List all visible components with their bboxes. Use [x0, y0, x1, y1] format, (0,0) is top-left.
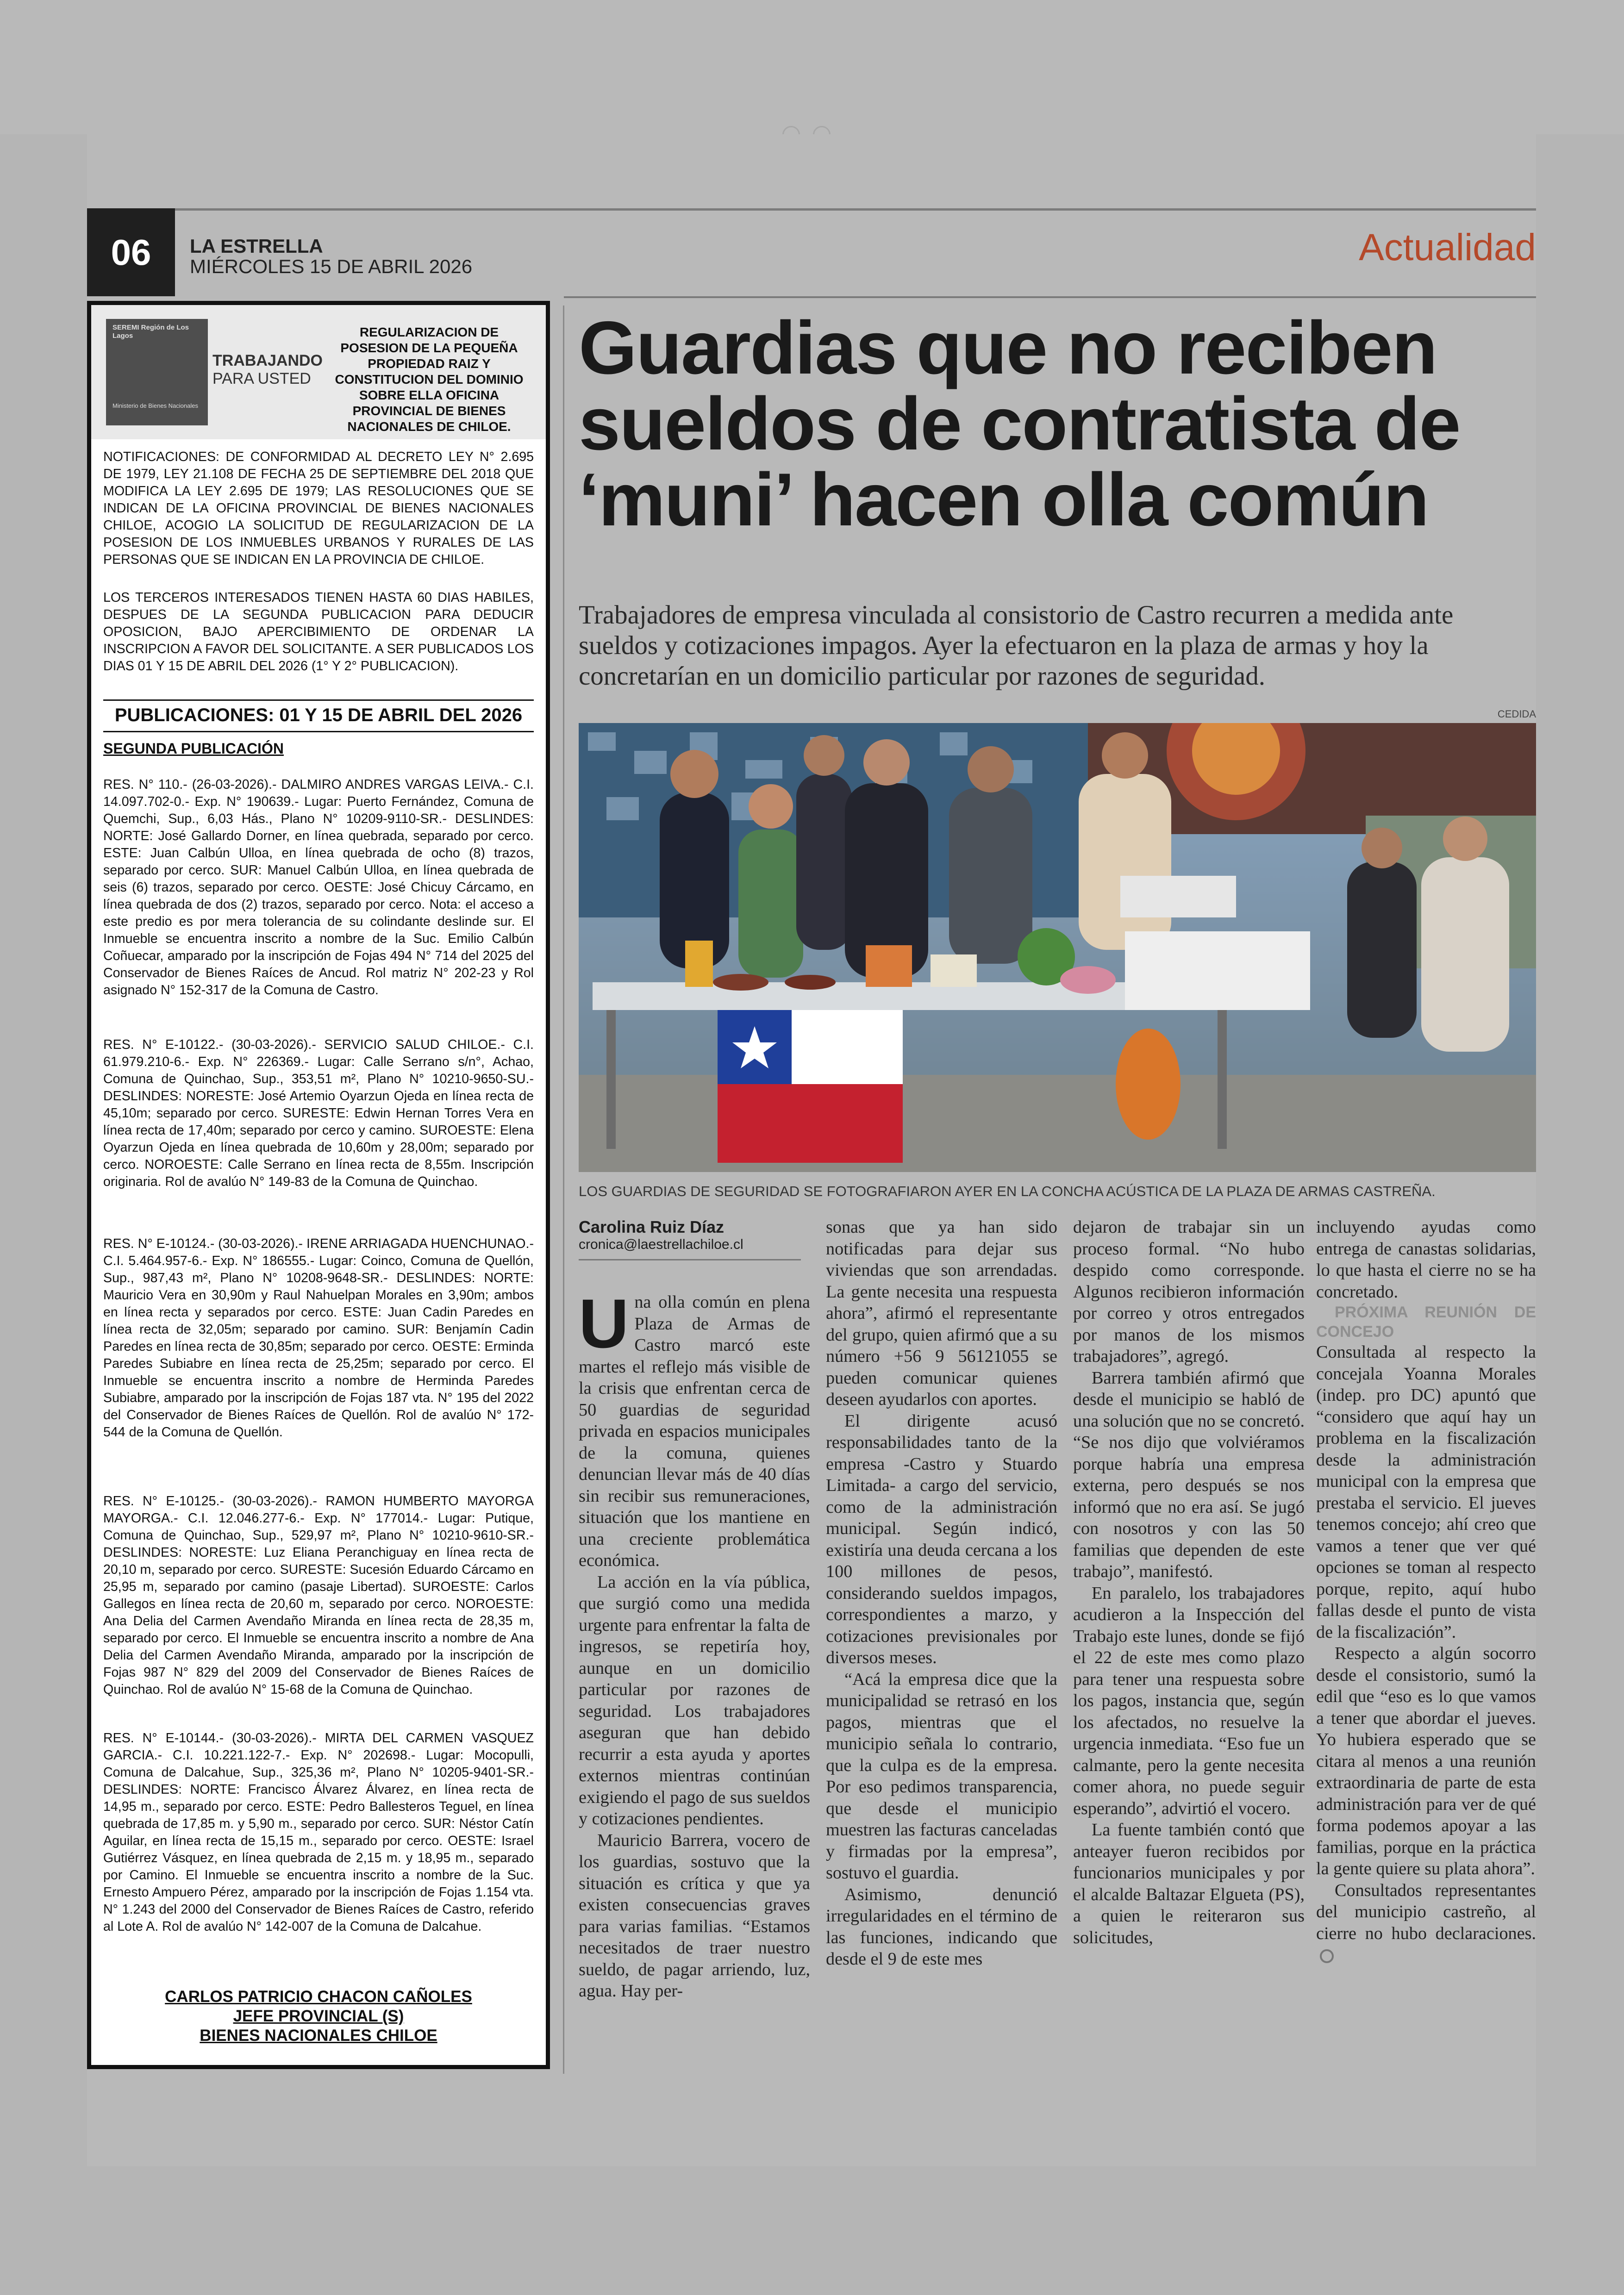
notice-header	[91, 305, 546, 439]
publications-heading: PUBLICACIONES: 01 Y 15 DE ABRIL DEL 2026	[114, 705, 523, 725]
notice-record: RES. N° E-10122.- (30-03-2026).- SERVICIO SALUD CHILOE.- C.I. 61.979.210-6.- Exp. N° 226369.- Lugar: Calle Serrano s/n°, Achao, Comuna de Quinchao, Sup., 353,51 m², Plano N° 10210-9650-SU.- DESLINDES: NORESTE: José Artemio Oyarzun Ojeda en línea recta de 45,10m; separado por cerco. SURESTE: Edwin Hernan Torres Vera en línea recta de 17,40m; separado por cerco y camino. SUROESTE: Elena Oyarzun Ojeda en línea quebrada de 10,60m y 28,00m; separado por cerco. NOROESTE: Calle Serrano en línea recta de 8,55m. Inscripción originaria. Rol de avalúo N° 149-83 de la Comuna de Quinchao.	[103, 1037, 534, 1189]
segunda-publicacion: SEGUNDA PUBLICACIÓN	[103, 740, 284, 757]
paragraph: sonas que ya han sido notificadas para dejar sus viviendas que son arrendadas. La gente necesita una respuesta ahora”, afirmó el representante del grupo, quien afirmó que a su número +56 9 56121055 se pueden comunicar quienes deseen ayudarlos con aportes.	[826, 1217, 1057, 1409]
signer-name: CARLOS PATRICIO CHACON CAÑOLES	[165, 1988, 472, 2006]
article-column-3	[1073, 1216, 1305, 1948]
column-divider	[563, 306, 564, 2074]
section-label: Actualidad	[1359, 226, 1536, 268]
signer-office: BIENES NACIONALES CHILOE	[200, 2027, 437, 2045]
ministry-logo	[106, 319, 208, 425]
slogan-line1: TRABAJANDO	[212, 352, 323, 369]
paragraph: Asimismo, denunció irregularidades en el término de las funciones, indicando que desde el 9 de este mes	[826, 1884, 1057, 1969]
author: Carolina Ruiz Díaz	[579, 1217, 725, 1236]
headline: Guardias que no reciben sueldos de contratista de ‘muni’ hacen olla común	[579, 306, 1460, 542]
notice-record: RES. N° 110.- (26-03-2026).- DALMIRO ANDRES VARGAS LEIVA.- C.I. 14.097.702-0.- Exp. N° 190639.- Lugar: Puerto Fernández, Comuna de Quemchi, Sup., 6,03 Hás., Plano N° 10209-9110-SR.- DESLINDES: NORTE: José Gallardo Dorner, en línea quebrada, separado por cerco. ESTE: Juan Calbún Ulloa, en línea quebrada de ocho (8) trazos, separado por cerco. SUR: Manuel Calbún Ulloa, en línea quebrada de seis (6) trazos, separado por cerco. OESTE: José Chicuy Cárcamo, en línea quebrada de dos (2) trazos, separado por cerco. Nota: el acceso a este predio es por mera tolerancia de su colindante deslinde sur. El Inmueble se encuentra inscrito a nombre de la Suc. Emilio Calbún Coñuecar, amparado por la inscripción de Fojas 494 N° 714 del 2025 del Conservador de Bienes Raíces de Ancud. Rol matriz N° 202-23 y Rol asignado N° 152-317 de la Comuna de Castro.	[103, 777, 534, 998]
paragraph-text: na olla común en plena Plaza de Armas de Castro marcó este martes el reflejo más visible de la crisis que enfrentan cerca de 50 guardias de seguridad privada en espacios municipales de la comuna, quienes denuncian llevar más de 40 días sin recibir sus remuneraciones, situación que los mantiene en una creciente problemática económica.	[579, 1292, 810, 1570]
author-email: cronica@laestrellachiloe.cl	[579, 1237, 743, 1252]
article-column-4	[1316, 1216, 1536, 1966]
paper-name: LA ESTRELLA	[190, 235, 323, 257]
issue-date: MIÉRCOLES 15 DE ABRIL 2026	[190, 256, 473, 277]
photo-illustration	[579, 723, 1536, 1172]
paragraph: La fuente también contó que anteayer fueron recibidos por funcionarios municipales y por el alcalde Baltazar Elgueta (PS), a quien le reiteraron sus solicitudes,	[1073, 1820, 1305, 1947]
paragraph-text: Consultados representantes del municipio castreño, al cierre no hubo declaraciones.	[1316, 1880, 1536, 1943]
end-mark-icon	[1320, 1949, 1334, 1963]
logo-bottom-text: Ministerio de Bienes Nacionales	[112, 402, 198, 409]
rule	[103, 731, 534, 732]
article-column-2	[826, 1216, 1057, 1970]
viewer-top-bar	[0, 0, 1624, 134]
paragraph	[579, 1285, 810, 1572]
notice-intro-2: LOS TERCEROS INTERESADOS TIENEN HASTA 60 DIAS HABILES, DESPUES DE LA SEGUNDA PUBLICACION PARA DEDUCIR OPOSICION, BAJO APERCIBIMIENTO DE ORDENAR LA INSCRIPCION A FAVOR DEL SOLICITANTE. A SER PUBLICADOS LOS DIAS 01 Y 15 DE ABRIL DEL 2026 (1° Y 2° PUBLICACION).	[103, 590, 534, 674]
photo-caption: LOS GUARDIAS DE SEGURIDAD SE FOTOGRAFIARON AYER EN LA CONCHA ACÚSTICA DE LA PLAZA DE ARMAS CASTREÑA.	[579, 1183, 1436, 1199]
paragraph: incluyendo ayudas como entrega de canastas solidarias, lo que hasta el cierre no se ha concretado.	[1316, 1217, 1536, 1302]
signer-title: JEFE PROVINCIAL (S)	[233, 2007, 404, 2025]
paragraph: Barrera también afirmó que desde el municipio se habló de una solución que no se concretó. “Se nos dijo que volviéramos porque habría una empresa externa, pero después se nos informó que no era así. Se jugó con nosotros y con las 50 familias que dependen de este trabajo”, manifestó.	[1073, 1368, 1305, 1581]
paragraph: El dirigente acusó responsabilidades tanto de la empresa -Castro y Stuardo Limitada- a cargo del servicio, como de la administración municipal. Según indicó, existiría una deuda cercana a los 100 millones de pesos, considerando sueldos impagos, correspondientes a marzo, y cotizaciones previsionales por diversos meses.	[826, 1411, 1057, 1667]
notice-record: RES. N° E-10125.- (30-03-2026).- RAMON HUMBERTO MAYORGA MAYORGA.- C.I. 12.046.277-6.- Exp. N° 177014.- Lugar: Putique, Comuna de Quinchao, Sup., 529,97 m², Plano N° 10210-9610-SR.- DESLINDES: NORESTE: Luz Eliana Peranchiguay en línea recta de 20,10 m, separado por cerco. SURESTE: Sucesión Eduardo Cárcamo en 25,95 m, separado por camino (pasaje Libertad). SUROESTE: Carlos Gallegos en línea recta de 20,60 m, separado por cerco. NOROESTE: Ana Delia del Carmen Avendaño Miranda en línea recta de 28,35 m, separado por cerco. El Inmueble se encuentra inscrito a nombre de Ana Delia del Carmen Avendaño Miranda, amparado por la inscripción de Fojas 987 N° 829 del 2009 del Conservador de Bienes Raíces de Quinchao. Rol de avalúo N° 15-68 de la Comuna de Quinchao.	[103, 1494, 534, 1697]
top-rule	[87, 208, 1536, 211]
notice-title: REGULARIZACION DE POSESION DE LA PEQUEÑA PROPIEDAD RAIZ Y CONSTITUCION DEL DOMINIO SOBRE ELLA OFICINA PROVINCIAL DE BIENES NACIONALES DE CHILOE.	[335, 325, 524, 434]
legal-notice	[87, 301, 550, 2069]
header-rule	[564, 296, 1536, 298]
article-column-1	[579, 1285, 810, 2002]
paragraph: Consultada al respecto la concejala Yoanna Morales (indep. pro DC) apuntó que “considero que aquí hay un problema en la fiscalización desde la administración municipal con la empresa que prestaba el servicio. El jueves tenemos concejo; ahí creo que vamos a tener que ver qué opciones se toman al respecto porque, repito, aquí hubo fallas desde el punto de vista de la fiscalización”.	[1316, 1342, 1536, 1642]
paragraph: dejaron de trabajar sin un proceso formal. “No hubo despido como corresponde. Algunos recibieron información por correo y otros entregados por manos de los mismos trabajadores”, agregó.	[1073, 1217, 1305, 1366]
paragraph	[1316, 1880, 1536, 1966]
rule	[103, 699, 534, 701]
notice-record: RES. N° E-10144.- (30-03-2026).- MIRTA DEL CARMEN VASQUEZ GARCIA.- C.I. 10.221.122-7.- Exp. N° 202698.- Lugar: Mocopulli, Comuna de Dalcahue, Sup., 325,36 m², Plano N° 10205-9401-SR.- DESLINDES: NORTE: Francisco Álvarez Álvarez, en línea recta de 14,95 m., separado por cerco. ESTE: Pedro Ballesteros Teguel, en línea quebrada de 17,85 m. y 5,90 m., separado por cerco. SUR: Néstor Catín Aguilar, en línea recta de 15,15 m., separado por cerco. OESTE: Israel Gutiérrez Vásquez, en línea quebrada de 2,15 m. y 18,95 m., separado por Camino. El Inmueble se encuentra inscrito a nombre de la Suc. Ernesto Ampuero Pérez, amparado por la inscripción de Fojas 1.154 vta. N° 1.243 del 2000 del Conservador de Bienes Raíces de Castro, referido al Lote A. Rol de avalúo N° 142-007 de la Comuna de Dalcahue.	[103, 1731, 534, 1934]
subheading: PRÓXIMA REUNIÓN DE CONCEJO	[1316, 1303, 1536, 1341]
byline-rule	[579, 1259, 801, 1260]
slogan-line2: PARA USTED	[212, 370, 311, 387]
paragraph: Respecto a algún socorro desde el consistorio, sumó la edil que “eso es lo que vamos a tener que abordar el jueves. Yo hubiera esperado que se citara al menos a una reunión extraordinaria de parte de esta administración para ver de qué forma podemos apoyar a las familias, porque en la práctica la gente quiere su plata ahora”.	[1316, 1644, 1536, 1878]
article-photo	[579, 723, 1536, 1172]
deck: Trabajadores de empresa vinculada al consistorio de Castro recurren a medida ante sueldos y cotizaciones impagos. Ayer la efectuaron en la plaza de armas y hoy la concretarían en un domicilio particular por razones de seguridad.	[579, 600, 1454, 691]
newspaper-page	[87, 134, 1536, 2166]
signature-block	[91, 1987, 546, 2046]
paragraph: “Acá la empresa dice que la municipalidad se retrasó en los pagos, mientras que el municipio señala lo contrario, que la culpa es de la empresa. Por eso pedimos transparencia, que desde el municipio muestren las facturas canceladas y firmadas por la empresa”, sostuvo el guardia.	[826, 1669, 1057, 1883]
paragraph: Mauricio Barrera, vocero de los guardias, sostuvo que la situación es crítica y que ya existen consecuencias graves para varias familias. “Estamos necesitados de traer nuestro sueldo, de pagar arriendo, luz, agua. Hay per-	[579, 1830, 810, 2001]
dropcap: U	[579, 1285, 629, 1362]
notice-record: RES. N° E-10124.- (30-03-2026).- IRENE ARRIAGADA HUENCHUNAO.- C.I. 5.464.957-6.- Exp. N° 186555.- Lugar: Coinco, Comuna de Quellón, Sup., 987,43 m², Plano N° 10208-9648-SR.- DESLINDES: NORTE: Mauricio Vera en 30,90m y Raul Nahuelpan Morales en 3,90m; ambos en línea recta y separados por cerco. ESTE: Juan Cadin Paredes en línea recta de 32,05m; separado por camino. SUR: Benjamín Cadin Paredes en línea recta de 30,85m; separado por cerco. OESTE: Erminda Paredes Subiabre en línea recta de 25,25m; separado por cerco. El Inmueble se encuentra inscrito a nombre de Herminda Paredes Subiabre, amparado por la inscripción de Fojas 187 vta. N° 195 del 2022 del Conservador de Bienes Raíces de Quellón. Rol de avalúo N° 172-544 de la Comuna de Quellón.	[103, 1236, 534, 1440]
notice-intro-1: NOTIFICACIONES: DE CONFORMIDAD AL DECRETO LEY N° 2.695 DE 1979, LEY 21.108 DE FECHA 25 DE SEPTIEMBRE DEL 2018 QUE MODIFICA LA LEY 2.695 DE 1979; LAS RESOLUCIONES QUE SE INDICAN DE LA OFICINA PROVINCIAL DE BIENES NACIONALES CHILOE, ACOGIO LA SOLICITUD DE REGULARIZACION DE LA POSESION DE LOS INMUEBLES URBANOS Y RURALES DE LAS PERSONAS QUE SE INDICAN EN LA PROVINCIA DE CHILOE.	[103, 449, 534, 567]
page-number: 06	[87, 208, 175, 296]
paragraph: La acción en la vía pública, que surgió como una medida urgente para enfrentar la falta de ingresos, se repetiría hoy, aunque en un domicilio particular por razones de seguridad. Los trabajadores aseguran que han debido recurrir a esta ayuda y aportes externos mientras continúan exigiendo el pago de sus sueldos y cotizaciones pendientes.	[579, 1572, 810, 1828]
logo-top-text: SEREMI Región de Los Lagos	[112, 324, 189, 340]
chilean-flag	[718, 1010, 903, 1163]
paragraph: En paralelo, los trabajadores acudieron a la Inspección del Trabajo este lunes, donde se fijó el 22 de este mes como plazo para tener una respuesta sobre los pagos, instancia que, según los afectados, no resuelve la urgencia inmediata. “Eso fue un calmante, pero la gente necesita comer ahora, no puede seguir esperando”, advirtió el vocero.	[1073, 1583, 1305, 1818]
photo-credit: CEDIDA	[1497, 708, 1536, 720]
